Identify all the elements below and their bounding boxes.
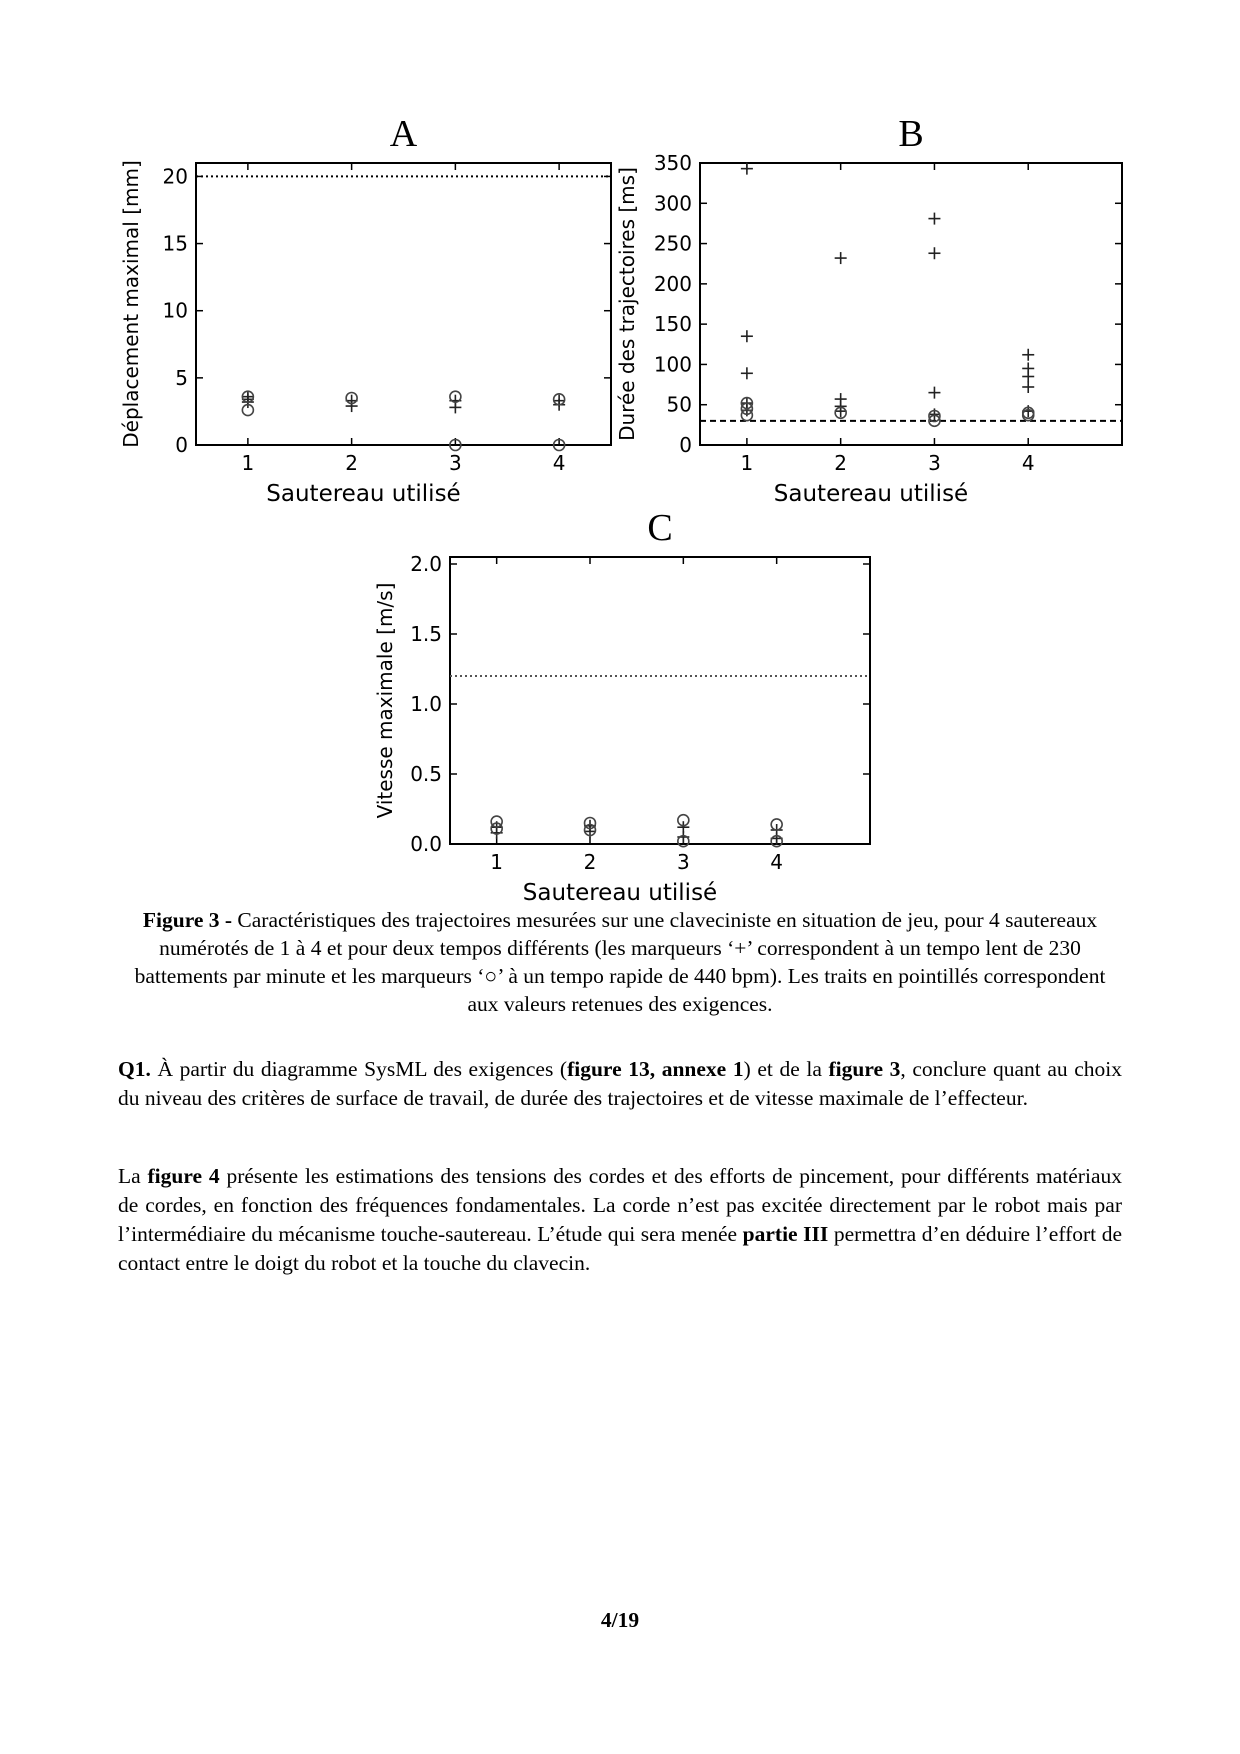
x-tick-label: 2 bbox=[834, 451, 848, 475]
page-number: 4/19 bbox=[600, 1608, 640, 1632]
figure-caption bbox=[118, 906, 1122, 1018]
question-ref-figure-3: figure 3 bbox=[828, 1057, 901, 1081]
x-tick-label: 1 bbox=[241, 451, 255, 475]
y-tick-label: 350 bbox=[653, 151, 692, 175]
paragraph-text-2: présente les estimations des tensions des cordes et des efforts de pincement, pour différents matériaux de cordes, en fonction des fréquences fondamentales. La corde n’est pas excitée directement par le robot mais par l’intermédiaire du mécanisme touche-sautereau. L’étude qui sera menée bbox=[118, 1164, 1122, 1246]
y-tick-label: 300 bbox=[653, 191, 692, 216]
y-tick-label: 0 bbox=[679, 433, 692, 457]
x-tick-label: 2 bbox=[583, 850, 597, 874]
x-tick-label: 1 bbox=[740, 451, 754, 475]
y-tick-label: 0.5 bbox=[410, 762, 442, 786]
x-tick-label: 4 bbox=[1021, 451, 1035, 475]
question-text-1: À partir du diagramme SysML des exigences ( bbox=[150, 1057, 568, 1081]
x-tick-label: 2 bbox=[345, 451, 358, 475]
y-axis-label: Durée des trajectoires [ms] bbox=[615, 167, 639, 441]
figure-caption-label: Figure 3 - bbox=[142, 908, 233, 932]
paragraph-ref-figure-4: figure 4 bbox=[147, 1164, 220, 1188]
y-axis-label: Vitesse maximale [m/s] bbox=[373, 582, 397, 819]
y-tick-label: 0.0 bbox=[410, 832, 442, 856]
y-tick-label: 10 bbox=[162, 298, 188, 323]
question-q1 bbox=[118, 1055, 1122, 1113]
x-tick-label: 4 bbox=[770, 850, 784, 874]
figure-caption-text: Caractéristiques des trajectoires mesurées sur une claveciniste en situation de jeu, pour 4 sautereaux numérotés de 1 à 4 et pour deux tempos différents (les marqueurs ‘+’ correspondent à un tempo lent de 230 battements par minute et les marqueurs ‘○’ à un tempo rapide de 440 bpm). Les traits en pointillés correspondent aux valeurs retenues des exigences. bbox=[134, 908, 1106, 1016]
plot-frame-c bbox=[450, 557, 870, 844]
x-tick-label: 4 bbox=[552, 451, 566, 475]
x-axis-label: Sautereau utilisé bbox=[522, 880, 718, 906]
y-tick-label: 15 bbox=[162, 231, 188, 256]
panel-title-c: C bbox=[647, 507, 673, 549]
y-tick-label: 0 bbox=[175, 433, 188, 457]
y-tick-label: 200 bbox=[653, 271, 692, 296]
question-text-2: ) et de la bbox=[743, 1057, 829, 1081]
y-tick-label: 2.0 bbox=[410, 552, 442, 576]
question-ref-figure-13: figure 13, annexe 1 bbox=[567, 1057, 744, 1081]
y-tick-label: 150 bbox=[653, 312, 692, 337]
paragraph-text-3: permettra d’en déduire l’effort de contact entre le doigt du robot et la touche du clavecin. bbox=[118, 1222, 1122, 1275]
x-tick-label: 3 bbox=[449, 451, 462, 475]
y-tick-label: 250 bbox=[653, 231, 692, 256]
y-tick-label: 5 bbox=[175, 365, 188, 390]
body-paragraph bbox=[118, 1162, 1122, 1278]
panel-title-b: B bbox=[898, 113, 924, 155]
x-tick-label: 3 bbox=[676, 850, 690, 874]
question-text-3: , conclure quant au choix du niveau des critères de surface de travail, de durée des trajectoires et de vitesse maximale de l’effecteur. bbox=[118, 1057, 1122, 1110]
y-tick-label: 1.0 bbox=[410, 692, 442, 716]
panel-title-a: A bbox=[389, 113, 418, 155]
paragraph-ref-partie-3: partie III bbox=[742, 1222, 829, 1246]
x-axis-label: Sautereau utilisé bbox=[773, 481, 969, 507]
paragraph-text-1: La bbox=[118, 1164, 148, 1188]
y-tick-label: 1.5 bbox=[410, 622, 442, 646]
y-tick-label: 20 bbox=[162, 164, 188, 189]
x-tick-label: 3 bbox=[928, 451, 941, 475]
question-label: Q1. bbox=[118, 1057, 151, 1081]
x-axis-label: Sautereau utilisé bbox=[266, 481, 461, 507]
y-axis-label: Déplacement maximal [mm] bbox=[119, 160, 143, 448]
y-tick-label: 100 bbox=[653, 352, 692, 377]
x-tick-label: 1 bbox=[490, 850, 504, 874]
y-tick-label: 50 bbox=[666, 392, 692, 417]
